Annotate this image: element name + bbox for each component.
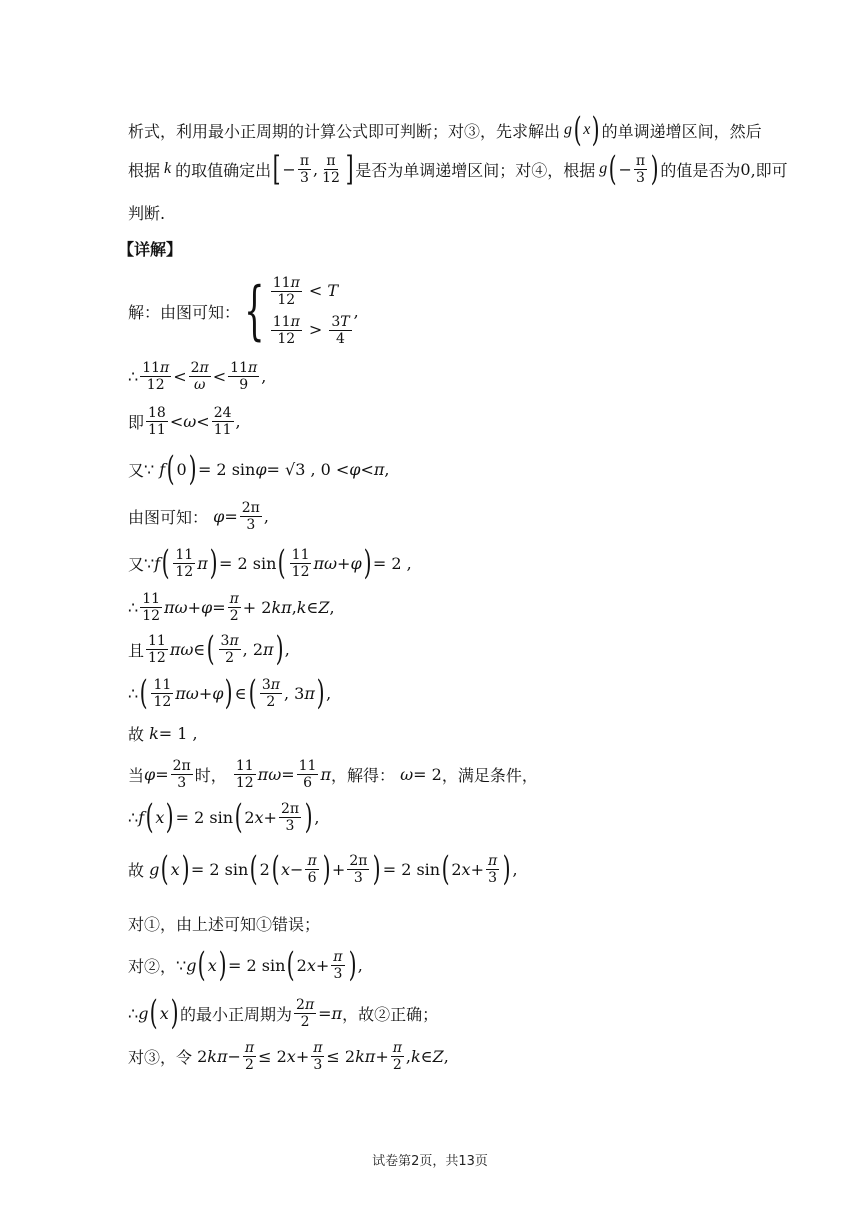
section-title-text: 【详解】	[118, 240, 183, 259]
text: ，满足条件，	[441, 766, 538, 785]
text: 时，	[194, 766, 227, 785]
text: 故	[128, 725, 145, 744]
text: 对①，由上述可知①错误；	[128, 915, 321, 934]
text: 的值是否为	[660, 160, 741, 180]
text: ，解得：	[330, 766, 395, 785]
math-line: ∴ $\frac{11\pi}{12}$ < $\frac{2\pi}{\omega}$ < $\frac{11\pi}{9}$ ,	[128, 360, 267, 393]
text: 对②，	[128, 956, 177, 976]
math-system: 解：由图可知： { $\frac{11\pi}{12}$ < T $\frac{11\pi}{12}$ > $\frac{3T}{4}$ ,	[128, 274, 359, 348]
text: ，故②正确；	[342, 1004, 439, 1024]
text: 又	[128, 554, 145, 574]
paragraph-line-3	[128, 201, 790, 224]
text: 由图可知：	[128, 508, 209, 527]
text: 的最小正周期为	[180, 1004, 293, 1024]
math-line: 故 g ( x ) = 2 sin ( 2 ( x − $\frac{\pi}{6}$ ) + $\frac{2\pi}{3}$ ) = 2 sin ( 2 x + $\frac{\pi}{3}$ ) ,	[128, 849, 518, 889]
text: 又	[128, 460, 145, 480]
text: 故	[128, 860, 145, 880]
math-line: 即 $\frac{18}{11}$ < ω < $\frac{24}{11}$ ,	[128, 405, 241, 438]
page-footer: 试卷第2页，共13页	[372, 1154, 488, 1169]
math-g-x: g	[560, 121, 573, 138]
math-line: 且 $\frac{11}{12}$ πω ∈ ( $\frac{3\pi}{2}$ , 2 π ) ,	[128, 629, 290, 669]
text: 是否为单调递增区间；对④，根据	[355, 160, 596, 180]
math-line: 对③，令 2 kπ − $\frac{\pi}{2}$ ≤ 2 x + $\frac{\pi}{3}$ ≤ 2 kπ + $\frac{\pi}{2}$ , k ∈ Z ,	[128, 1040, 449, 1073]
math-interval: [	[272, 149, 281, 189]
math-line: 对②， ∵ g ( x ) = 2 sin ( 2 x + $\frac{\pi}{3}$ ) ,	[128, 945, 363, 985]
paragraph-line-2: 根据 k 的取值确定出 [ − $\frac{\pi}{3}$ , $\frac{\pi}{12}$ ] 是否为单调递增区间；对④，根据 g ( − $\frac{\pi}{3}$ ) 的值是否为 0 ,即可	[128, 149, 788, 189]
math-line: ∴ $\frac{11}{12}$ πω + φ = $\frac{\pi}{2}$ + 2 kπ , k ∈ Z ,	[128, 591, 335, 624]
math-k: k	[160, 160, 176, 177]
text: 的单调递增区间，然后	[601, 121, 762, 141]
math-line: 又 ∵ f ( 0 ) = 2 sin φ = √3 , 0 < φ < π ,	[128, 449, 390, 489]
text: 当	[128, 766, 145, 785]
math-line: 又 ∵ f ( $\frac{11}{12}$ π ) = 2 sin ( $\frac{11}{12}$ πω + φ ) = 2 ,	[128, 543, 412, 583]
math-line: ∴ f ( x ) = 2 sin ( 2 x + $\frac{2\pi}{3}$ ) ,	[128, 797, 320, 837]
section-title	[118, 237, 790, 260]
text: 解：由图可知：	[128, 302, 241, 322]
text: 即	[128, 413, 145, 432]
text: 的取值确定出	[175, 160, 272, 180]
math-line: 故 k = 1 ,	[128, 724, 198, 744]
math-line: 由图可知： φ = $\frac{2\pi}{3}$ ,	[128, 500, 269, 533]
text: 判断.	[128, 204, 166, 223]
text: ,即可	[750, 160, 788, 180]
text: 0	[740, 159, 751, 179]
math-line: ∴ ( $\frac{11}{12}$ πω + φ ) ∈ ( $\frac{3\pi}{2}$ , 3 π ) ,	[128, 673, 332, 713]
math-line: 当 φ = $\frac{2\pi}{3}$ 时， $\frac{11}{12}$ πω = $\frac{11}{6}$ π ，解得： ω = 2 ，满足条件，	[128, 758, 538, 791]
text: 且	[128, 640, 145, 660]
text: 析式，利用最小正周期的计算公式即可判断；对③，先求解出	[128, 121, 561, 141]
text: 对③，令	[128, 1048, 193, 1067]
text: 根据	[128, 160, 161, 180]
math-line: ∴ g ( x ) 的最小正周期为 $\frac{2\pi}{2}$ = π ，故②正确；	[128, 993, 439, 1033]
math-line	[128, 912, 790, 935]
paragraph-line-1: 析式，利用最小正周期的计算公式即可判断；对③，先求解出 g ( x ) 的单调递增区间，然后	[128, 110, 762, 150]
